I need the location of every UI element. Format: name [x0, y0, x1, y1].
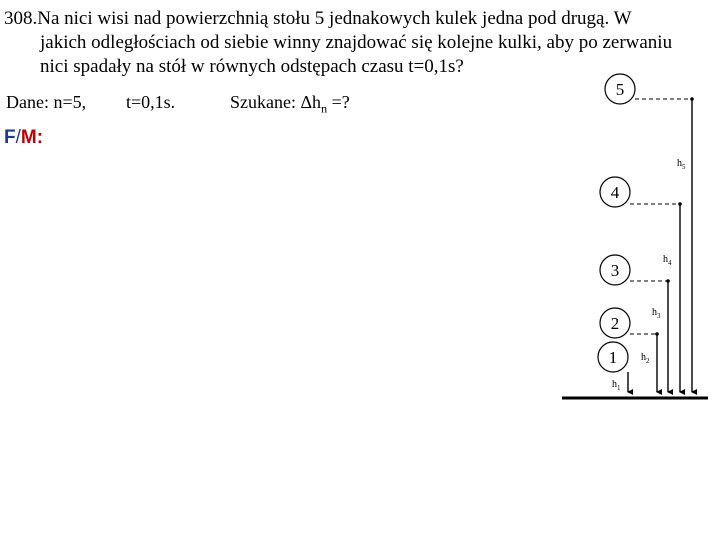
ball-5: [605, 74, 635, 104]
ball-4: [600, 177, 630, 207]
height-arrows: [628, 99, 692, 392]
problem-line-1: 308.Na nici wisi nad powierzchnią stołu 5 jednakowych kulek jedna pod drugą. W: [4, 8, 632, 29]
svg-text:2: 2: [610, 314, 620, 333]
svg-text:5: 5: [615, 80, 625, 99]
svg-text:4: 4: [610, 183, 620, 202]
ball-3: [600, 255, 630, 285]
given-n: Dane: n=5,: [6, 92, 87, 112]
fm-slash: /: [15, 127, 21, 148]
wanted-prefix: Szukane: Δh: [230, 92, 322, 112]
label-h2: $h_2$: [641, 352, 650, 365]
problem-line-3: nici spadały na stół w równych odstępach czasu t=0,1s?: [40, 56, 464, 77]
svg-text:3: 3: [610, 261, 620, 280]
given-t: t=0,1s.: [126, 92, 176, 112]
label-h3: $h_3$: [652, 307, 661, 320]
wanted-sub: n: [321, 101, 328, 116]
ball-1: [598, 342, 628, 372]
label-h4: $h_4$: [663, 254, 672, 267]
svg-text:1: 1: [608, 348, 618, 367]
wanted-suffix: =?: [327, 92, 350, 112]
fm-f: F: [4, 127, 16, 148]
fm-m: M:: [20, 127, 44, 148]
ball-2: [600, 308, 630, 338]
label-h1: $h_1$: [612, 379, 621, 392]
label-h5: $h_5$: [677, 158, 686, 171]
reference-lines: [630, 99, 692, 334]
problem-line-2: jakich odległościach od siebie winny znajdować się kolejne kulki, aby po zerwaniu: [40, 32, 673, 53]
